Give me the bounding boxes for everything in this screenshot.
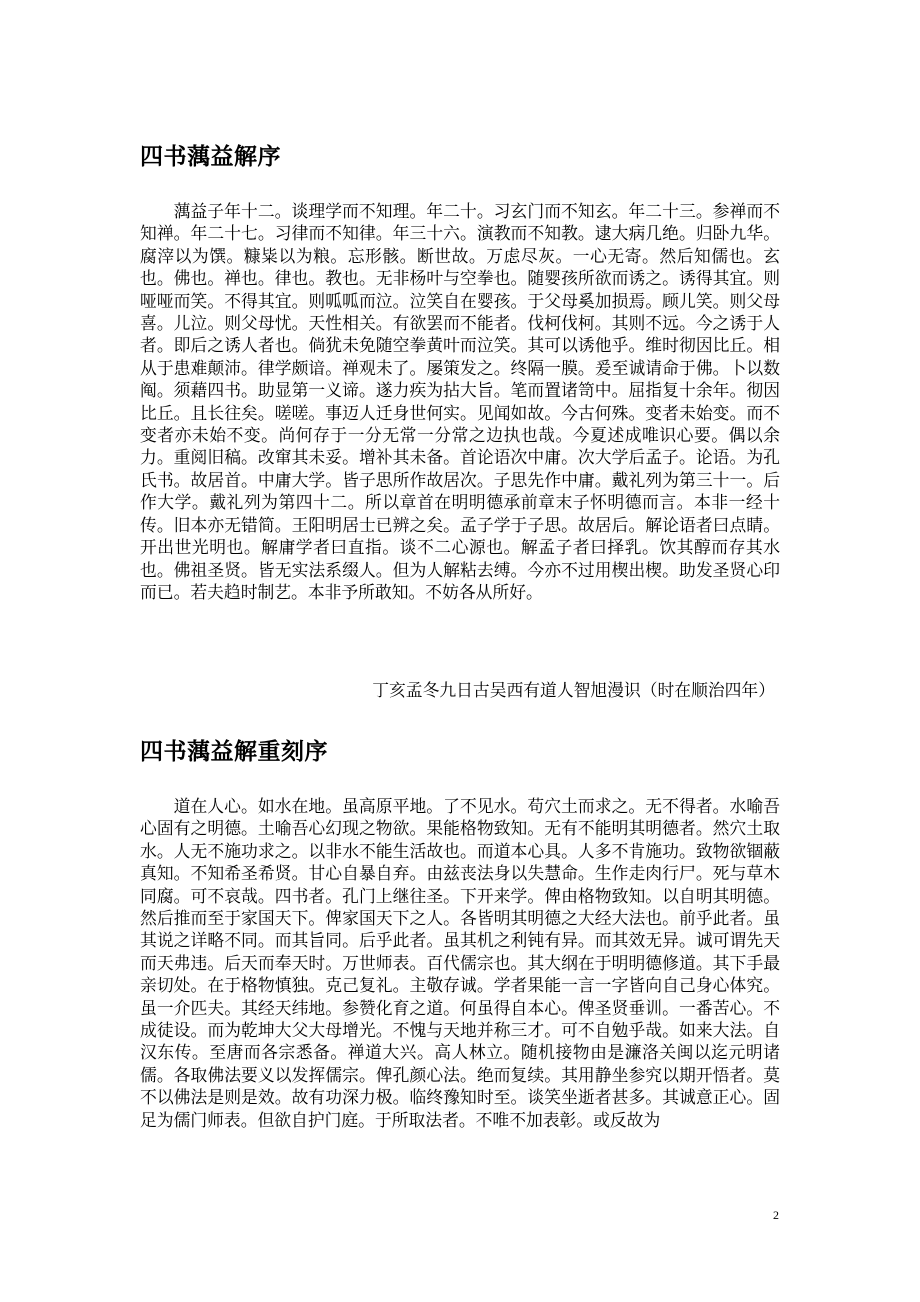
section-title-reprint: 四书蕅益解重刻序: [140, 739, 328, 765]
reprint-preface-paragraph: 道在人心。如水在地。虽高原平地。了不见水。苟穴土而求之。无不得者。水喻吾心固有之明德。土喻吾心幻现之物欲。果能格物致知。无有不能明其明德者。然穴土取水。人无不施功求之。以非水不能生活故也。而道本心具。人多不肯施功。致物欲锢蔽真知。不知希圣希贤。甘心自暴自弃。由兹丧法身以失慧命。生作走肉行尸。死与草木同腐。可不哀哉。四书者。孔门上继往圣。下开来学。俾由格物致知。以自明其明德。然后推而至于家国天下。俾家国天下之人。各皆明其明德之大经大法也。前乎此者。虽其说之详略不同。而其旨同。后乎此者。虽其机之利钝有异。而其效无异。诚可谓先天而天弗违。后天而奉天时。万世师表。百代儒宗也。其大纲在于明明德修道。其下手最亲切处。在于格物慎独。克己复礼。主敬存诚。学者果能一言一字皆向自己身心体究。虽一介匹夫。其经天纬地。参赞化育之道。何虽得自本心。俾圣贤垂训。一番苦心。不成徒设。而为乾坤大父大母增光。不愧与天地并称三才。可不自勉乎哉。如来大法。自汉东传。至唐而各宗悉备。禅道大兴。高人林立。随机接物由是濂洛关闽以迄元明诸儒。各取佛法要义以发挥儒宗。俾孔颜心法。绝而复续。其用静坐参究以期开悟者。莫不以佛法是则是效。故有功深力极。临终豫知时至。谈笑坐逝者甚多。其诚意正心。固足为儒门师表。但欲自护门庭。于所取法者。不唯不加表彰。或反故为: [140, 796, 780, 1130]
page-number: 2: [773, 1208, 779, 1222]
section-title: 四书蕅益解序: [140, 144, 281, 170]
preface-paragraph: 蕅益子年十二。谈理学而不知理。年二十。习玄门而不知玄。年二十三。参禅而不知禅。年二十七。习律而不知律。年三十六。演教而不知教。逮大病几绝。归卧九华。腐滓以为馔。糠粊以为粮。忘形骸。断世故。万虑尽灰。一心无寄。然后知儒也。玄也。佛也。禅也。律也。教也。无非杨叶与空拳也。随婴孩所欲而诱之。诱得其宜。则哑哑而笑。不得其宜。则呱呱而泣。泣笑自在婴孩。于父母奚加损焉。顾儿笑。则父母喜。儿泣。则父母忧。天性相关。有欲罢而不能者。伐柯伐柯。其则不远。今之诱于人者。即后之诱人者也。倘犹未免随空拳黄叶而泣笑。其可以诱他乎。维时彻因比丘。相从于患难颠沛。律学颇谙。禅观未了。屡策发之。终隔一膜。爰至诚请命于佛。卜以数阄。须藉四书。助显第一义谛。遂力疾为拈大旨。笔而置诸笥中。屈指复十余年。彻因比丘。且长往矣。嗟嗟。事迈人迁身世何实。见闻如故。今古何殊。变者未始变。而不变者亦未始不变。尚何存于一分无常一分常之边执也哉。今夏述成唯识心要。偶以余力。重阅旧稿。改窜其未妥。增补其未备。首论语次中庸。次大学后孟子。论语。为孔氏书。故居首。中庸大学。皆子思所作故居次。子思先作中庸。戴礼列为第三十一。后作大学。戴礼列为第四十二。所以章首在明明德承前章末子怀明德而言。本非一经十传。旧本亦无错简。王阳明居士已辨之矣。孟子学于子思。故居后。解论语者曰点睛。开出世光明也。解庸学者曰直指。谈不二心源也。解孟子者曰择乳。饮其醇而存其水也。佛祖圣贤。皆无实法系缀人。但为人解粘去缚。今亦不过用楔出楔。助发圣贤心印而已。若夫趋时制艺。本非予所敢知。不妨各从所好。: [140, 201, 780, 602]
signature-line: 丁亥孟冬九日古吴西有道人智旭漫识（时在顺治四年）: [372, 680, 775, 700]
